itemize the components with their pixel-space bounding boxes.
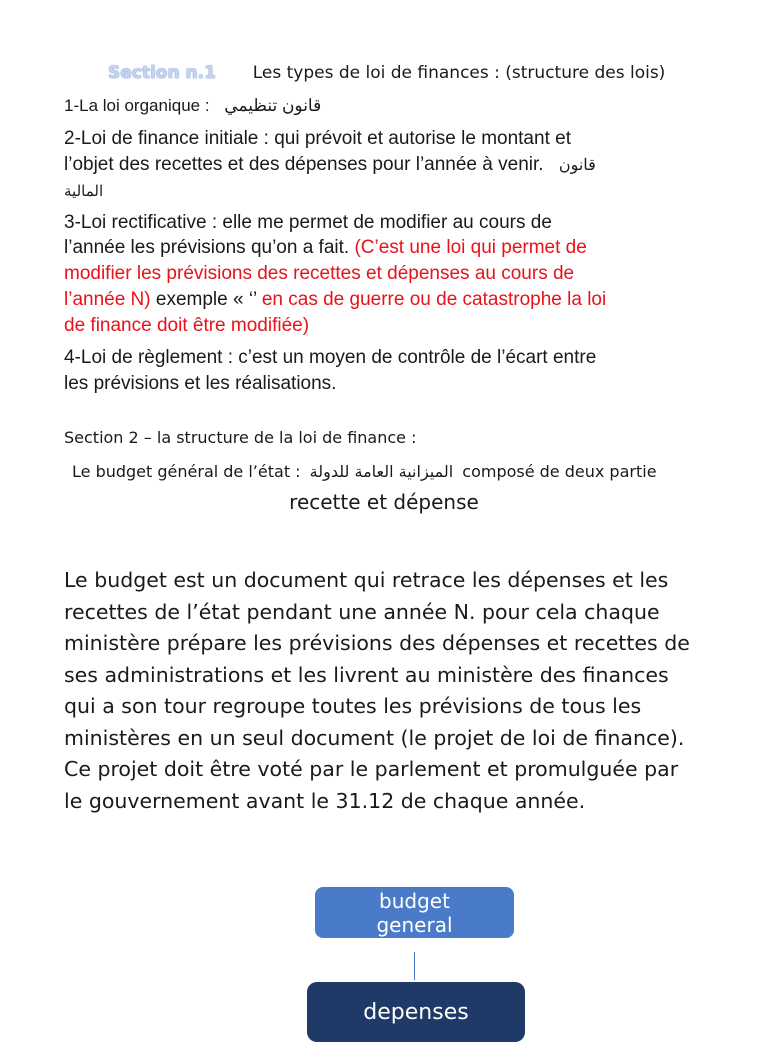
paragraph-line: Le budget est un document qui retrace les dépenses et les [64,568,669,592]
section1-header [108,63,665,83]
item2-line1: 2-Loi de finance initiale : qui prévoit et autorise le montant et [64,128,571,149]
budget-prefix: Le budget général de l’état : [72,462,301,481]
budget-box-line2: general [376,912,453,937]
item2-text: l’objet des recettes et des dépenses pour l’année à venir. [64,154,544,175]
item3-line2 [64,237,587,259]
paragraph-line: ses administrations et les livrent au ministère des finances [64,662,669,687]
budget-box-line1: budget [379,888,450,913]
item3-line2-red: (C’est une loi qui permet de [354,237,587,258]
item4-line1: 4-Loi de règlement : c’est un moyen de contrôle de l’écart entre [64,347,597,368]
item3-line5: de finance doit être modifiée) [64,315,310,336]
paragraph-line: qui a son tour regroupe toutes les prévisions de tous les [64,694,642,718]
section1-heading: Les types de loi de finances : (structure des lois) [252,63,666,83]
paragraph-line: recettes de l’état pendant une année N. pour cela chaque [64,599,660,624]
paragraph-line: ministère prépare les prévisions des dépenses et recettes de [64,631,690,655]
item2-arabic-b: المالية [64,183,104,200]
item2-arabic-a: قانون [558,157,596,174]
budget-general-box [315,887,514,938]
item2-line2 [64,154,596,176]
budget-suffix: composé de deux partie [462,462,657,481]
item3-line1: 3-Loi rectificative : elle me permet de modifier au cours de [64,212,552,233]
item3-line4-red-b: en cas de guerre ou de catastrophe la loi [261,289,607,310]
section2-heading: Section 2 – la structure de la loi de finance : [64,428,417,447]
item4-line2: les prévisions et les réalisations. [64,373,337,394]
item1-prefix: 1-La loi organique : [64,96,210,115]
section1-tag: Section n.1 [108,63,216,83]
item3-line3: modifier les prévisions des recettes et dépenses au cours de [64,263,575,284]
paragraph-line: Ce projet doit être voté par le parlement et promulguée par [64,757,679,781]
depenses-box [307,982,525,1042]
item3-line4-red-a: l’année N) [64,289,151,310]
paragraph-line: ministères en un seul document (le projet de loi de finance). [64,725,685,750]
item1-arabic: قانون تنظيمي [224,96,322,115]
item3-line4 [64,289,606,311]
item3-line4-black: exemple « ‘’ [155,289,257,310]
item3-line2-black: l’année les prévisions qu’on a fait. [64,237,350,258]
budget-paragraph [64,565,690,817]
diagram-connector [414,952,415,980]
depenses-box-label: depenses [363,999,469,1025]
item1-line [64,96,321,116]
section2-subtitle: recette et dépense [289,490,479,514]
section2-budget-line [72,462,657,481]
paragraph-line: le gouvernement avant le 31.12 de chaque année. [64,788,586,813]
budget-arabic: الميزانية العامة للدولة [309,462,454,481]
